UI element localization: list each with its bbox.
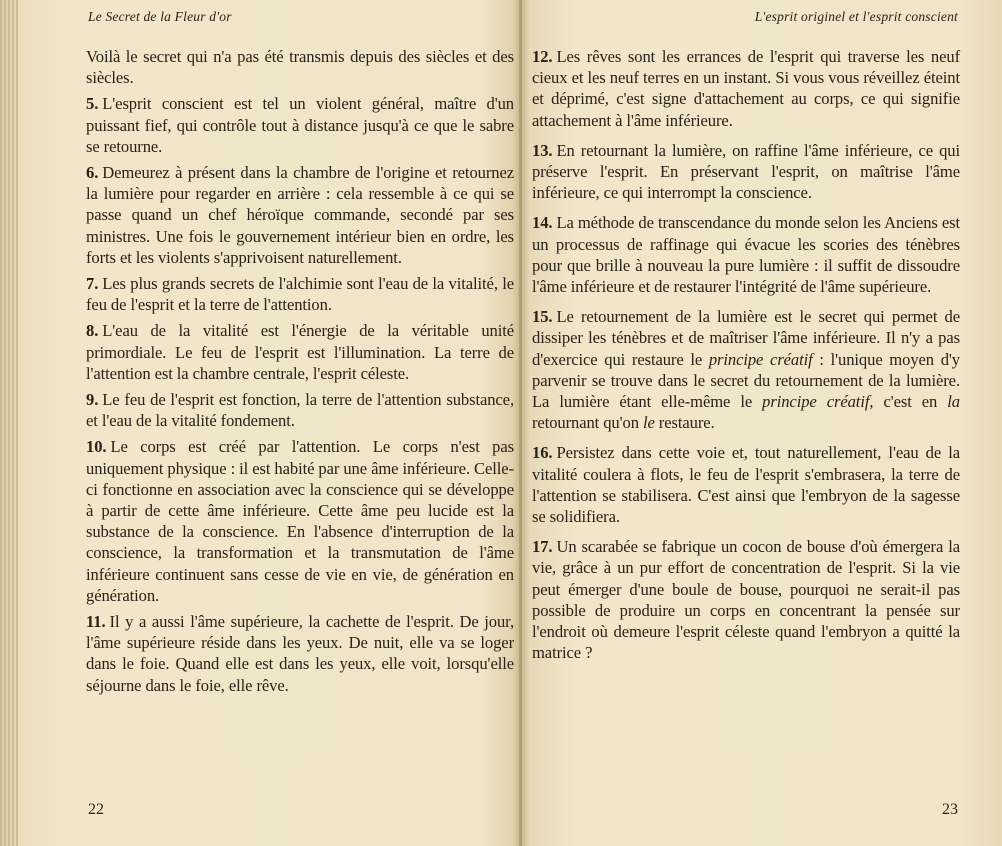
italic-term: principe créatif bbox=[708, 349, 813, 369]
paragraph-10 bbox=[86, 436, 514, 606]
paragraph-number: 10. bbox=[86, 437, 107, 457]
paragraph-12 bbox=[532, 46, 960, 131]
paragraph-14 bbox=[532, 212, 960, 297]
paragraph-text: Le corps est créé par l'attention. Le corps n'est pas uniquement physique : il est habité par une âme inférieure. Celle-ci fonctionne en association avec la conscience qui se développe à partir de cette âme inférieure. Cette âme peu lucide est la substance de la conscience. En l'absence d'interruption de la conscience, la transformation et la transmutation de l'âme inférieure continuent sans cesse de vie en vie, de génération en génération. bbox=[86, 437, 514, 605]
paragraph-9 bbox=[86, 389, 514, 431]
paragraph-8 bbox=[86, 320, 514, 384]
italic-term: le bbox=[642, 413, 655, 433]
paragraph-text: Un scarabée se fabrique un cocon de bouse d'où émergera la vie, grâce à un pur effort de concentration de l'esprit. Si la vie peut émerger d'une boule de bouse, pourquoi ne serait-il pas possible de produire un corps en concentrant la pensée sur l'endroit où demeure l'esprit céleste quand l'embryon a quitté la matrice ? bbox=[532, 537, 960, 663]
paragraph-5 bbox=[86, 93, 514, 157]
paragraph-17 bbox=[532, 536, 960, 663]
paragraph-16 bbox=[532, 442, 960, 527]
text-segment: : l'unique moyen d'y parvenir se trouve dans le secret du retournement de la lumière. La lumière étant elle-même le bbox=[532, 349, 960, 412]
page-number-left: 22 bbox=[88, 801, 104, 818]
paragraph-11 bbox=[86, 611, 514, 696]
paragraph-number: 6. bbox=[86, 163, 99, 183]
book-gutter bbox=[519, 0, 522, 846]
running-head-right: L'esprit originel et l'esprit conscient bbox=[754, 9, 958, 24]
paragraph-text: Persistez dans cette voie et, tout naturellement, l'eau de la vitalité coulera à flots, le feu de l'esprit s'embrasera, la terre de l'attention se stabilisera. C'est ainsi que l'embryon de la sagesse se solidifiera. bbox=[532, 443, 960, 527]
paragraph-number: 9. bbox=[86, 390, 99, 410]
text-segment: restaure. bbox=[654, 413, 715, 433]
text-segment: retournant qu'on bbox=[532, 413, 643, 433]
paragraph-number: 17. bbox=[532, 537, 553, 557]
paragraph-text: Le feu de l'esprit est fonction, la terre de l'attention substance, et l'eau de la vitalité fondement. bbox=[86, 390, 514, 431]
paragraph-number: 11. bbox=[86, 612, 106, 632]
paragraph-number: 8. bbox=[86, 321, 99, 341]
paragraph-text: En retournant la lumière, on raffine l'âme inférieure, ce qui préserve l'esprit. En préservant l'esprit, on maîtrise l'âme inférieure, ce qui interrompt la conscience. bbox=[532, 140, 960, 203]
left-page bbox=[86, 0, 514, 846]
paragraph-number: 5. bbox=[86, 94, 99, 114]
paragraph-text: Demeurez à présent dans la chambre de l'origine et retournez la lumière pour regarder en arrière : cela ressemble à ce qui se passe quand un chef héroïque commande, secondé par ses ministres. Une fois le gouvernement intérieur bien en ordre, les forts et les violents s'apprivoisent naturellement. bbox=[86, 163, 514, 267]
page-stack-edge bbox=[0, 0, 18, 846]
paragraph-text: L'eau de la vitalité est l'énergie de la véritable unité primordiale. Le feu de l'esprit est l'illumination. La terre de l'attention est la chambre centrale, l'esprit céleste. bbox=[86, 321, 514, 383]
paragraph-15 bbox=[532, 306, 960, 433]
paragraph-text: Les rêves sont les errances de l'esprit qui traverse les neuf cieux et les neuf terres en un instant. Si vous vous réveillez éteint et déprimé, c'est signe d'attachement au corps, ce qui signifie attachement à l'âme inférieure. bbox=[532, 47, 960, 130]
text-segment: , c'est en bbox=[869, 392, 948, 412]
paragraph-number: 15. bbox=[532, 307, 553, 327]
text-segment: Le retournement de la lumière est le secret qui permet de dissiper les ténèbres et de maîtriser l'âme inférieure. Il n'y a pas d'exercice qui restaure le bbox=[532, 307, 960, 369]
left-page-text bbox=[86, 46, 514, 701]
italic-term: la bbox=[947, 392, 961, 412]
paragraph-text: La méthode de transcendance du monde selon les Anciens est un processus de raffinage qui évacue les scories des ténèbres pour que brille à nouveau la pure lumière : il suffit de dissoudre l'âme inférieure et de restaurer l'intégrité de l'âme supérieure. bbox=[532, 213, 960, 297]
paragraph-text bbox=[532, 307, 960, 432]
paragraph-text: Les plus grands secrets de l'alchimie sont l'eau de la vitalité, le feu de l'esprit et la terre de l'attention. bbox=[86, 274, 514, 315]
paragraph-number: 16. bbox=[532, 443, 553, 463]
right-page bbox=[532, 0, 960, 846]
paragraph-13 bbox=[532, 140, 960, 204]
paragraph-6 bbox=[86, 162, 514, 268]
paragraph-text: Il y a aussi l'âme supérieure, la cachette de l'esprit. De jour, l'âme supérieure réside dans les yeux. De nuit, elle va se loger dans le foie. Quand elle est dans les yeux, elle voit, lorsqu'elle séjourne dans le foie, elle rêve. bbox=[86, 612, 514, 695]
paragraph-number: 12. bbox=[532, 47, 553, 66]
paragraph-intro bbox=[86, 46, 514, 88]
right-page-text bbox=[532, 46, 960, 672]
paragraph-number: 13. bbox=[532, 140, 553, 160]
paragraph-7 bbox=[86, 273, 514, 315]
paragraph-number: 7. bbox=[86, 274, 99, 294]
page-number-right: 23 bbox=[942, 801, 958, 818]
paragraph-text: Voilà le secret qui n'a pas été transmis depuis des siècles et des siècles. bbox=[86, 47, 514, 88]
paragraph-number: 14. bbox=[532, 213, 553, 233]
italic-term: principe créatif bbox=[762, 392, 870, 412]
running-head-left: Le Secret de la Fleur d'or bbox=[88, 9, 232, 24]
paragraph-text: L'esprit conscient est tel un violent général, maître d'un puissant fief, qui contrôle tout à distance jusqu'à ce que le sabre se retourne. bbox=[86, 94, 514, 156]
